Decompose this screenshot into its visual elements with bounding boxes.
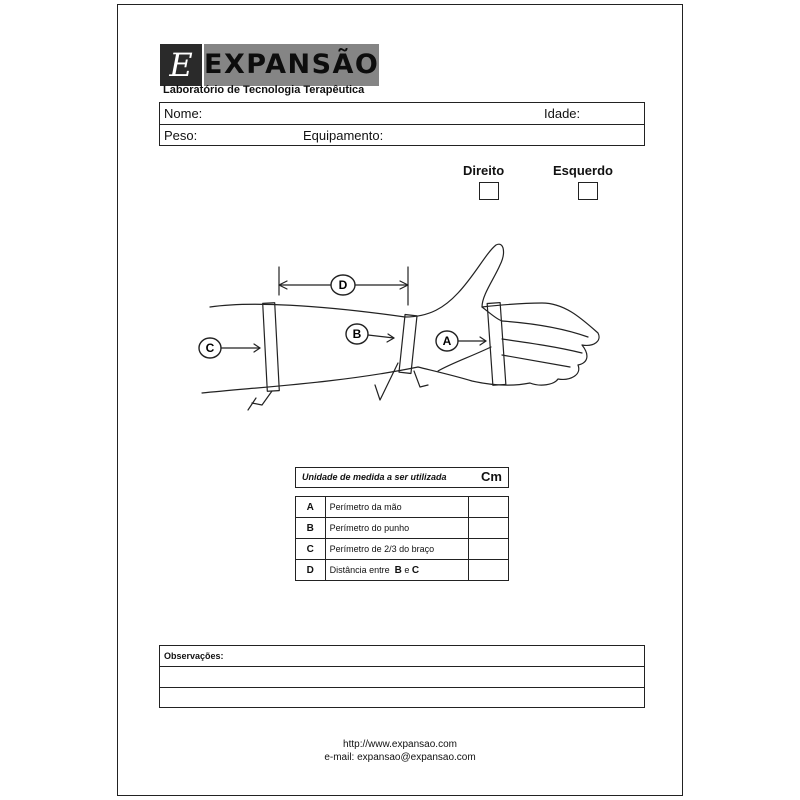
observations-box bbox=[159, 645, 645, 708]
tape-b-tail bbox=[375, 363, 398, 400]
brand-subtitle: Laboratório de Tecnologia Terapêutica bbox=[163, 84, 365, 96]
unit-label: Unidade de medida a ser utilizada bbox=[302, 472, 447, 482]
left-side-label: Esquerdo bbox=[553, 163, 613, 178]
measurement-value-cell[interactable] bbox=[468, 539, 508, 560]
footer-email[interactable]: e-mail: expansao@expansao.com bbox=[324, 752, 476, 763]
brand-name: EXPANSÃO bbox=[204, 44, 379, 86]
finger-line bbox=[502, 355, 570, 367]
unit-box bbox=[295, 467, 509, 488]
tape-c-tail bbox=[252, 391, 272, 405]
marker-a-label: A bbox=[442, 334, 452, 348]
equipment-field[interactable]: Equipamento: bbox=[303, 128, 384, 143]
footer-website[interactable]: http://www.expansao.com bbox=[343, 739, 457, 750]
measurement-value-cell[interactable] bbox=[468, 560, 508, 581]
left-side-checkbox[interactable] bbox=[578, 182, 598, 200]
measurement-key: A bbox=[296, 497, 326, 518]
marker-d-label: D bbox=[338, 278, 348, 292]
finger-line bbox=[502, 321, 588, 337]
tape-a bbox=[487, 303, 506, 386]
measurement-key: B bbox=[296, 518, 326, 539]
measurement-table bbox=[295, 496, 509, 581]
measurement-key: C bbox=[296, 539, 326, 560]
table-row bbox=[296, 560, 509, 581]
unit-value: Cm bbox=[481, 469, 502, 484]
measurement-description: Perímetro do punho bbox=[325, 518, 468, 539]
observations-line-2[interactable] bbox=[160, 688, 644, 708]
measurement-ref-b: B bbox=[394, 564, 402, 576]
right-side-checkbox[interactable] bbox=[479, 182, 499, 200]
measurement-description-row bbox=[325, 560, 468, 581]
forearm-measurement-illustration bbox=[190, 235, 610, 420]
brand-mark: E bbox=[160, 44, 202, 86]
measurement-connector: e bbox=[404, 564, 410, 575]
age-field[interactable]: Idade: bbox=[544, 106, 581, 121]
tape-b bbox=[399, 315, 417, 374]
finger-line bbox=[502, 339, 582, 353]
table-row bbox=[296, 539, 509, 560]
measurement-description: Distância entre bbox=[329, 564, 390, 575]
tape-c bbox=[263, 303, 280, 392]
measurement-description: Perímetro da mão bbox=[325, 497, 468, 518]
table-row bbox=[296, 497, 509, 518]
info-divider bbox=[160, 124, 644, 125]
observations-label: Observações: bbox=[164, 651, 224, 661]
table-row bbox=[296, 518, 509, 539]
name-field[interactable]: Nome: bbox=[164, 106, 203, 121]
patient-info-box bbox=[159, 102, 645, 146]
marker-c-label: C bbox=[205, 341, 215, 355]
measurement-value-cell[interactable] bbox=[468, 518, 508, 539]
brand-logo bbox=[160, 44, 379, 86]
right-side-label: Direito bbox=[463, 163, 505, 178]
forearm-top-outline bbox=[210, 304, 405, 317]
marker-b-label: B bbox=[352, 327, 362, 341]
weight-field[interactable]: Peso: bbox=[164, 128, 198, 143]
tape-b-tail bbox=[414, 371, 428, 387]
measurement-description: Perímetro de 2/3 do braço bbox=[325, 539, 468, 560]
thumb-crease bbox=[482, 307, 502, 321]
observations-line-1[interactable] bbox=[160, 667, 644, 687]
measurement-value-cell[interactable] bbox=[468, 497, 508, 518]
measurement-ref-c: C bbox=[411, 564, 420, 576]
hand-outline bbox=[405, 244, 599, 385]
measurement-key: D bbox=[296, 560, 326, 581]
